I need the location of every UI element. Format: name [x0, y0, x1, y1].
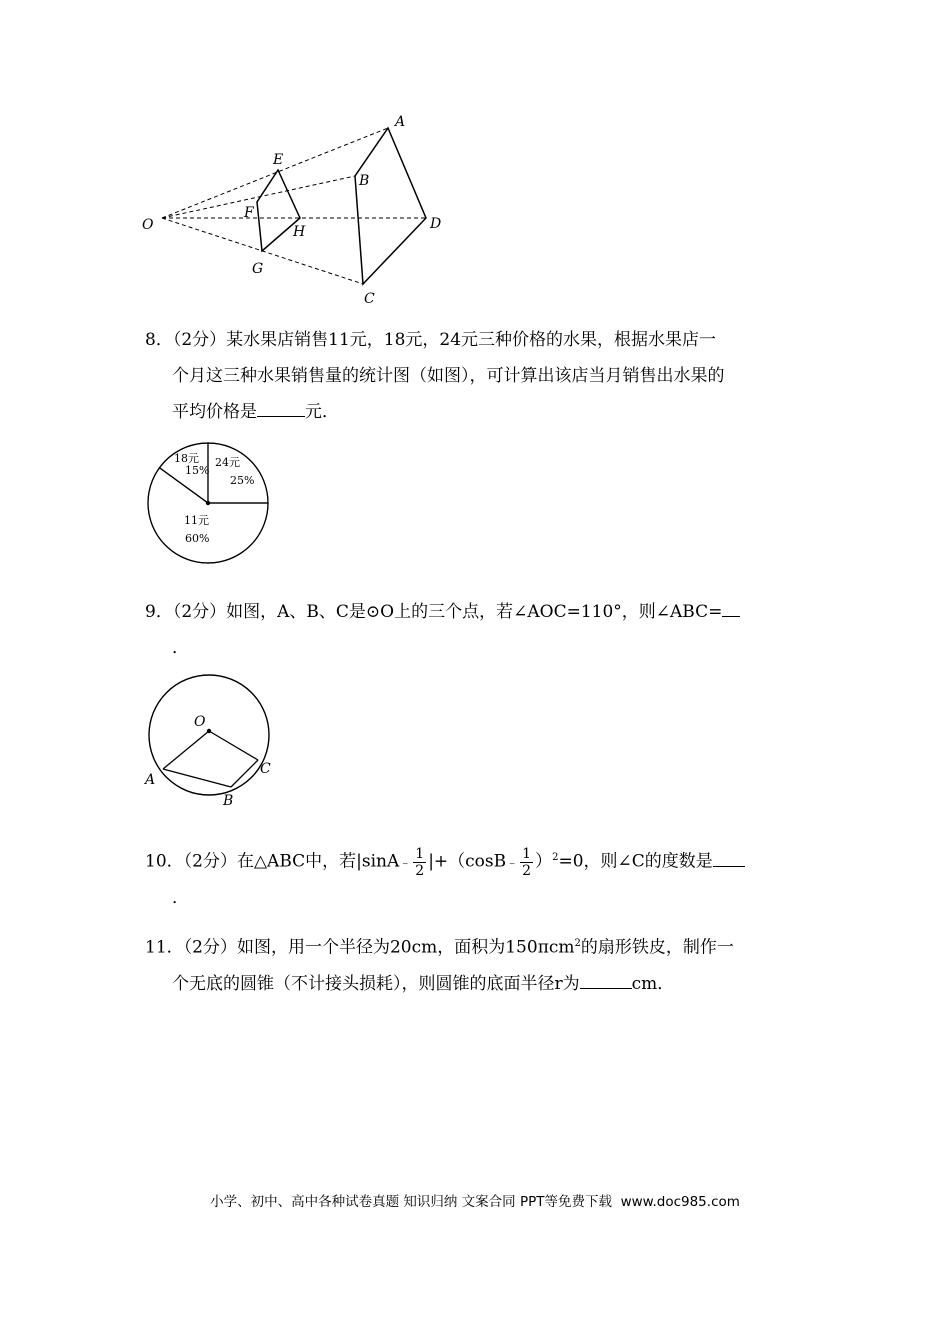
label-A: A [395, 114, 406, 130]
label-F: F [244, 205, 254, 221]
question-text: 平均价格是 [172, 402, 257, 422]
pie-label-11: 11元 [184, 514, 209, 527]
pie-chart [140, 435, 275, 570]
label-E: E [273, 152, 284, 168]
question-11-line-1 [145, 926, 825, 966]
question-text: 个无底的圆锥（不计接头损耗），则圆锥的底面半径r为 [172, 973, 580, 994]
question-9-line-2: ． [172, 638, 189, 658]
question-9-line-1 [145, 594, 815, 630]
label-B: B [223, 793, 234, 809]
label-O: O [194, 714, 206, 730]
question-8-line-1 [145, 322, 815, 358]
question-text: 如图，用一个半径为20cm，面积为150πcm [236, 937, 575, 958]
fraction-one-half [413, 846, 426, 879]
question-number: 11． [145, 937, 184, 958]
fraction-one-half [520, 846, 533, 879]
minus-sign: ﹣ [399, 855, 412, 870]
pie-slice-24 [208, 443, 268, 503]
question-text: 某水果店销售11元，18元，24元三种价格的水果，根据水果店一 [226, 330, 717, 350]
question-text: |+（cosB [428, 851, 507, 872]
question-text: =0，则∠C的度数是 [558, 851, 713, 872]
pie-label-18: 18元 [174, 452, 199, 465]
label-D: D [430, 216, 442, 232]
superscript: 2 [574, 938, 581, 949]
label-O: O [142, 217, 154, 233]
label-B: B [359, 173, 370, 189]
label-C: C [260, 761, 271, 777]
question-text: ） [535, 851, 553, 872]
question-8 [145, 322, 815, 430]
question-number: 8． [145, 330, 173, 350]
question-text: 的扇形铁皮，制作一 [580, 937, 734, 958]
question-number: 9． [145, 602, 173, 622]
fraction-numerator: 1 [415, 845, 425, 862]
homothety-figure [130, 108, 450, 313]
footer-link[interactable]: www.doc985.com [620, 1194, 740, 1210]
pie-percent-11: 60% [185, 532, 210, 545]
question-text: 如图，A、B、C是⊙O上的三个点，若∠AOC=110°，则∠ABC= [226, 602, 723, 622]
question-8-line-2: 个月这三种水果销售量的统计图（如图），可计算出该店当月销售出水果的 [172, 366, 725, 386]
label-G: G [252, 261, 264, 277]
question-8-line-3 [145, 394, 815, 430]
question-score: （2分） [172, 602, 227, 622]
pie-percent-18: 15% [185, 464, 210, 477]
question-text: 在△ABC中，若|sinA [236, 851, 400, 872]
footer-text: 小学、初中、高中各种试卷真题 知识归纳 文案合同 PPT等免费下载 [210, 1194, 612, 1210]
answer-blank[interactable] [722, 600, 740, 617]
answer-blank[interactable] [257, 400, 305, 417]
answer-blank[interactable] [580, 972, 632, 989]
fraction-denominator: 2 [415, 862, 425, 879]
question-score: （2分） [183, 851, 237, 872]
label-C: C [364, 291, 375, 307]
question-10-line-1 [145, 836, 845, 880]
question-score: （2分） [172, 330, 227, 350]
question-10-line-2: ． [172, 888, 189, 908]
answer-blank[interactable] [713, 850, 745, 867]
page-footer [0, 1190, 950, 1210]
circle-figure [138, 668, 288, 813]
question-text: 元． [305, 402, 339, 422]
question-9 [145, 594, 815, 666]
question-11 [145, 926, 825, 1002]
label-A: A [145, 772, 156, 788]
fraction-denominator: 2 [522, 862, 532, 879]
question-10 [145, 836, 845, 916]
question-11-line-2 [145, 966, 825, 1002]
fraction-numerator: 1 [522, 845, 532, 862]
question-score: （2分） [183, 937, 237, 958]
superscript: 2 [552, 852, 559, 863]
pie-percent-24: 25% [230, 474, 255, 487]
minus-sign: ﹣ [506, 855, 519, 870]
pie-label-24: 24元 [215, 456, 240, 469]
question-number: 10． [145, 851, 184, 872]
label-H: H [293, 224, 306, 240]
question-text: cm． [631, 973, 675, 994]
pie-center-dot [206, 501, 210, 505]
